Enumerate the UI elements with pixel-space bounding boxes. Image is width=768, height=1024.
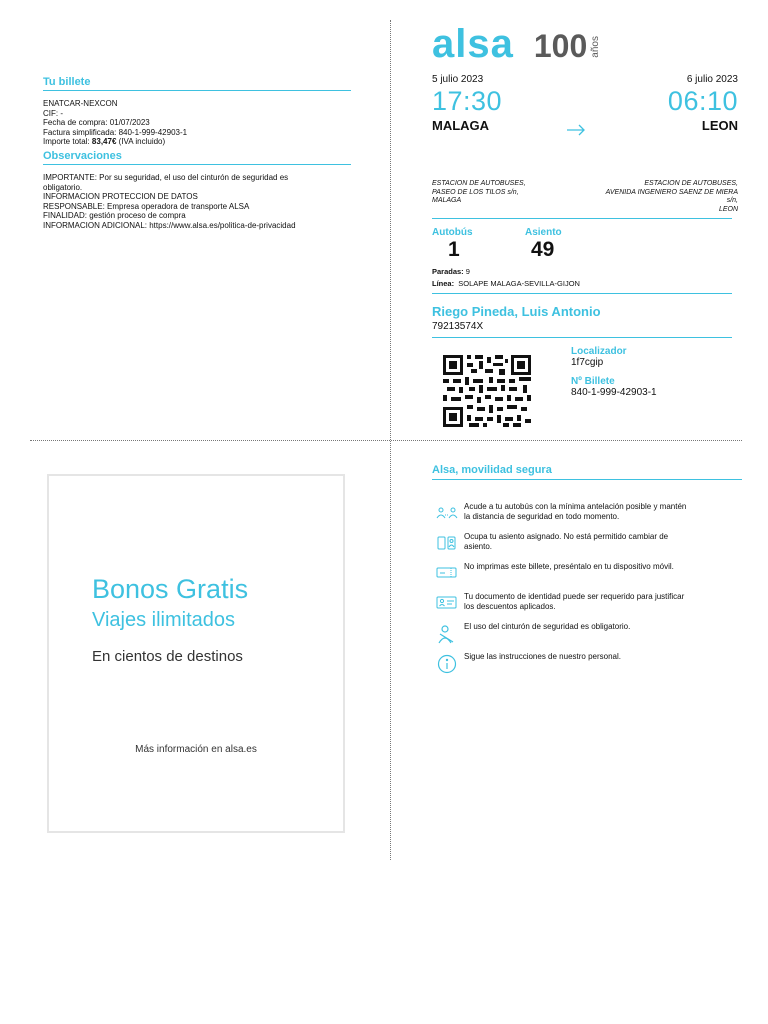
seat-label: Asiento xyxy=(525,227,562,238)
safety-tip-text: El uso del cinturón de seguridad es obligatorio. xyxy=(464,622,631,631)
observation-line: RESPONSABLE: Empresa operadora de transporte ALSA xyxy=(43,201,250,211)
safety-tip xyxy=(436,562,742,580)
safety-tip-text: la distancia de seguridad en todo momento. xyxy=(464,511,620,521)
bus-block xyxy=(432,227,473,262)
safety-tip-text: asiento. xyxy=(464,541,493,551)
safety-tip xyxy=(436,652,742,674)
safety-tip-text: Ocupa tu asiento asignado. No está permitido cambiar de xyxy=(464,532,669,541)
stops-label: Paradas: xyxy=(432,267,464,276)
trip-divider xyxy=(432,218,732,219)
line-row xyxy=(432,278,580,290)
departure-city: MALAGA xyxy=(432,118,490,133)
arrival-station-line: s/n, xyxy=(726,197,738,204)
observation-line: FINALIDAD: gestión proceso de compra xyxy=(43,211,186,220)
arrival-block xyxy=(668,74,738,133)
seat-icon xyxy=(436,534,458,552)
arrival-city: LEON xyxy=(701,118,738,133)
departure-date: 5 julio 2023 xyxy=(432,74,484,85)
stops-value: 9 xyxy=(465,267,470,276)
promo-tagline: En cientos de destinos xyxy=(92,648,243,665)
bus-value: 1 xyxy=(448,238,460,261)
safety-tip-text: Sigue las instrucciones de nuestro personal. xyxy=(464,652,621,661)
line-label: Línea: xyxy=(432,279,455,288)
promo-subtitle: Viajes ilimitados xyxy=(92,609,236,631)
info-icon xyxy=(436,654,458,674)
qr-code-icon xyxy=(443,355,531,427)
observation-line: INFORMACION PROTECCION DE DATOS xyxy=(43,192,198,201)
alsa-logo-text: alsa xyxy=(432,22,514,66)
observation-line: obligatorio. xyxy=(43,182,83,192)
safety-tip-text: los descuentos aplicados. xyxy=(464,601,556,611)
safety-tip-text: Tu documento de identidad puede ser requerido para justificar xyxy=(464,592,685,601)
ticket-section-title: Tu billete xyxy=(43,76,91,88)
arrival-station-line: LEON xyxy=(718,205,738,213)
ticket-total-value: 83,47€ xyxy=(91,137,117,146)
promo-more-info-link[interactable]: Más información en alsa.es xyxy=(135,744,257,755)
observations-section-rule xyxy=(43,164,351,165)
arrow-right-icon xyxy=(566,124,586,136)
departure-station-line: ESTACION DE AUTOBUSES, xyxy=(432,180,526,187)
safety-section-title: Alsa, movilidad segura xyxy=(432,464,552,476)
departure-station-line: MALAGA xyxy=(432,197,462,204)
ticket-total-label: Importe total: xyxy=(43,137,90,146)
safety-tip-text: No imprimas este billete, preséntalo en tu dispositivo móvil. xyxy=(464,562,674,571)
fold-line-horizontal xyxy=(30,440,742,441)
safety-tip-text: Acude a tu autobús con la mínima antelación posible y mantén xyxy=(464,502,687,511)
ticket-number-value: 840-1-999-42903-1 xyxy=(571,387,657,398)
departure-block xyxy=(432,74,502,133)
passenger-block xyxy=(432,304,601,332)
passenger-divider xyxy=(432,337,732,338)
ticket-line: Factura simplificada: 840-1-999-42903-1 xyxy=(43,127,188,137)
stops-row xyxy=(432,266,580,278)
departure-time: 17:30 xyxy=(432,86,503,116)
id-card-icon xyxy=(436,594,458,610)
promo-title: Bonos Gratis xyxy=(92,574,249,604)
safety-tip xyxy=(436,502,742,521)
arrival-date: 6 julio 2023 xyxy=(686,74,738,85)
arrival-station-line: AVENIDA INGENIERO SAENZ DE MIERA xyxy=(605,188,738,196)
seatbelt-icon xyxy=(436,624,458,644)
safety-section-rule xyxy=(432,479,742,480)
ticket-number-label: Nº Billete xyxy=(571,376,615,387)
anniversary-number: 100 xyxy=(533,28,588,64)
ticket-line: Fecha de compra: 01/07/2023 xyxy=(43,118,150,127)
ticket-total-suffix: (IVA incluido) xyxy=(118,137,166,146)
observation-line: INFORMACION ADICIONAL: https://www.alsa.es/politica-de-privacidad xyxy=(43,220,296,230)
promo-banner[interactable] xyxy=(47,474,345,833)
passenger-name: Riego Pineda, Luis Antonio xyxy=(432,304,601,319)
seat-block xyxy=(525,227,562,262)
observations-section xyxy=(43,150,351,230)
route-info xyxy=(432,266,580,290)
observation-line: IMPORTANTE: Por su seguridad, el uso del cinturón de seguridad es xyxy=(43,173,289,182)
locator-label: Localizador xyxy=(571,346,627,357)
departure-station xyxy=(432,180,572,206)
ticket-total xyxy=(43,137,351,147)
anniversary-unit: años xyxy=(590,36,602,58)
ticket-line: ENATCAR-NEXCON xyxy=(43,99,118,108)
arrival-station-line: ESTACION DE AUTOBUSES, xyxy=(644,180,738,187)
ticket-number-block xyxy=(571,376,657,398)
seat-value: 49 xyxy=(531,238,555,261)
line-value: SOLAPE MALAGA-SEVILLA-GIJON xyxy=(458,279,580,288)
passenger-document: 79213574X xyxy=(432,321,484,332)
safety-tip xyxy=(436,622,742,644)
arrival-time: 06:10 xyxy=(667,86,738,116)
route-divider xyxy=(432,293,732,294)
safety-tip xyxy=(436,592,742,611)
ticket-line: CIF: - xyxy=(43,108,63,118)
ticket-section-rule xyxy=(43,90,351,91)
arrival-station xyxy=(568,180,738,214)
alsa-logo xyxy=(432,22,602,66)
locator-block xyxy=(571,346,627,368)
safety-tip xyxy=(436,532,742,552)
safety-section xyxy=(432,464,742,480)
locator-value: 1f7cgip xyxy=(571,357,604,368)
ticket-info-section xyxy=(43,76,351,147)
observations-section-title: Observaciones xyxy=(43,150,122,162)
ticket-icon xyxy=(436,564,458,580)
departure-station-line: PASEO DE LOS TILOS s/n, xyxy=(432,188,519,196)
bus-label: Autobús xyxy=(432,227,473,238)
distance-icon xyxy=(436,504,458,520)
